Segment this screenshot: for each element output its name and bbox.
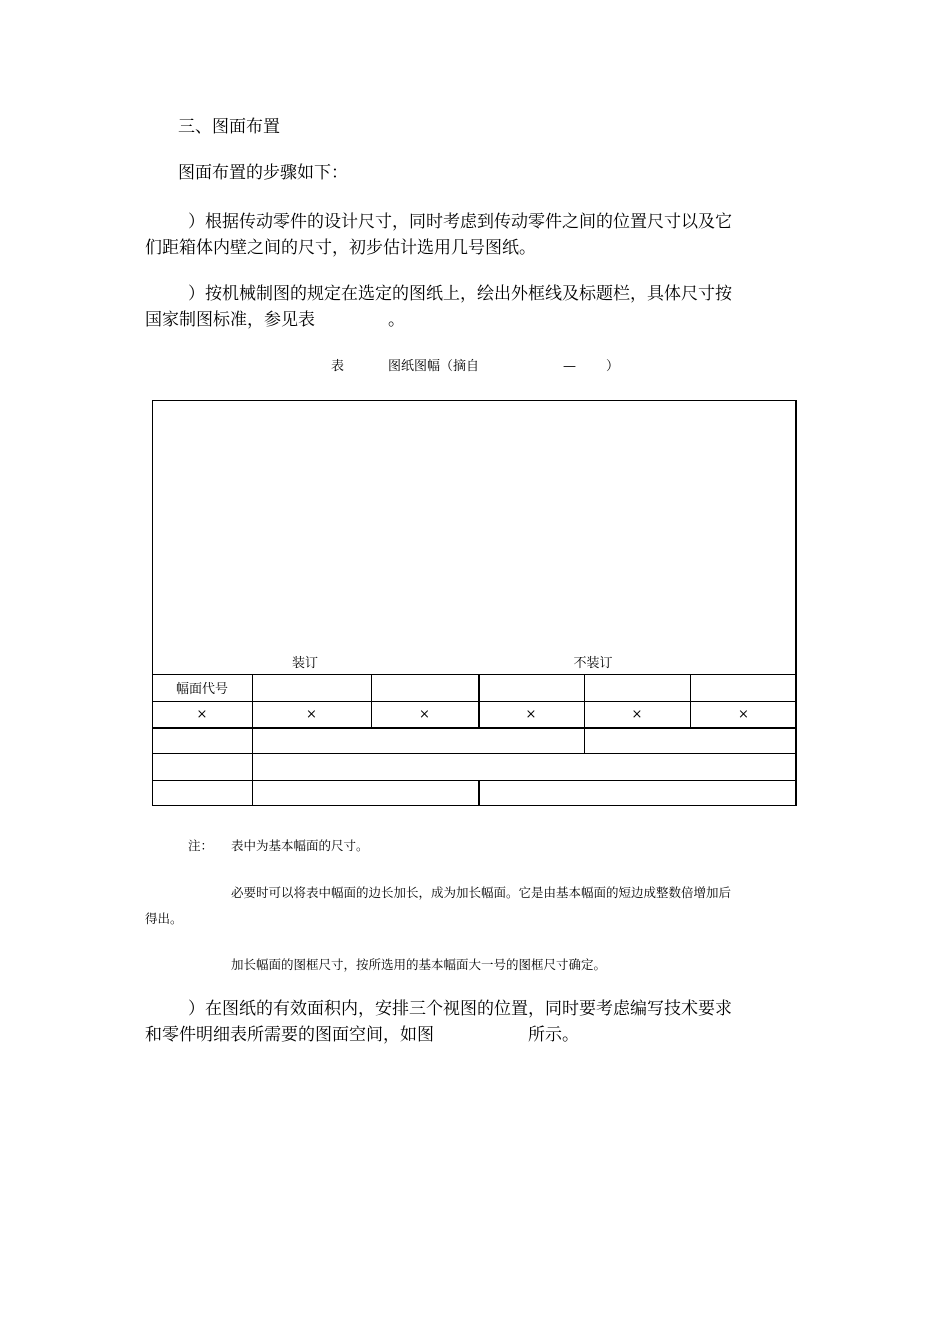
note-3: 加长幅面的图框尺寸，按所选用的基本幅面大一号的图框尺寸确定。 xyxy=(231,957,607,972)
size-symbol-cell: × xyxy=(631,707,643,722)
table-rule xyxy=(152,753,797,754)
table-rule xyxy=(152,701,797,702)
step1-line2: 们距箱体内壁之间的尺寸，初步估计选用几号图纸。 xyxy=(145,238,536,258)
table-column-rule xyxy=(478,780,480,806)
table-rule xyxy=(152,674,797,675)
table-caption-prefix: 表 xyxy=(331,359,345,374)
table-caption-title: 图纸图幅（摘自 xyxy=(388,359,480,374)
size-symbol-cell: × xyxy=(738,707,749,722)
size-symbol-cell: × xyxy=(419,707,430,722)
note-2-line1: 必要时可以将表中幅面的边长加长，成为加长幅面。它是由基本幅面的短边成整数倍增加后 xyxy=(231,885,732,900)
size-symbol-cell: × xyxy=(525,707,537,722)
intro-text: 图面布置的步骤如下： xyxy=(178,163,348,183)
step3-line1: ）在图纸的有效面积内，安排三个视图的位置，同时要考虑编写技术要求 xyxy=(188,999,732,1019)
table-rule xyxy=(152,727,797,729)
table-caption-close: ） xyxy=(606,359,620,374)
group-label-unbound: 不装订 xyxy=(573,656,613,671)
paper-size-table xyxy=(152,400,797,806)
table-column-rule xyxy=(252,674,253,806)
step2-line1: ）按机械制图的规定在选定的图纸上，绘出外框线及标题栏，具体尺寸按 xyxy=(188,284,732,304)
size-symbol-cell: × xyxy=(306,707,317,722)
note-1: 表中为基本幅面的尺寸。 xyxy=(231,838,369,853)
section-heading: 三、图面布置 xyxy=(178,117,280,137)
table-caption-dash: — xyxy=(563,359,576,374)
step3-line2-b: 所示。 xyxy=(528,1025,579,1045)
group-label-bound: 装订 xyxy=(291,656,318,671)
step2-line2-b: 。 xyxy=(388,310,405,330)
note-2-line2: 得出。 xyxy=(145,911,183,926)
size-symbol-cell: × xyxy=(196,707,208,722)
row-label-size-code: 幅面代号 xyxy=(175,682,228,697)
table-rule xyxy=(152,780,797,781)
step2-line2-a: 国家制图标准，参见表 xyxy=(145,310,315,330)
step3-line2-a: 和零件明细表所需要的图面空间，如图 xyxy=(145,1025,434,1045)
note-label: 注： xyxy=(188,838,214,853)
step1-line1: ）根据传动零件的设计尺寸，同时考虑到传动零件之间的位置尺寸以及它 xyxy=(188,212,732,232)
